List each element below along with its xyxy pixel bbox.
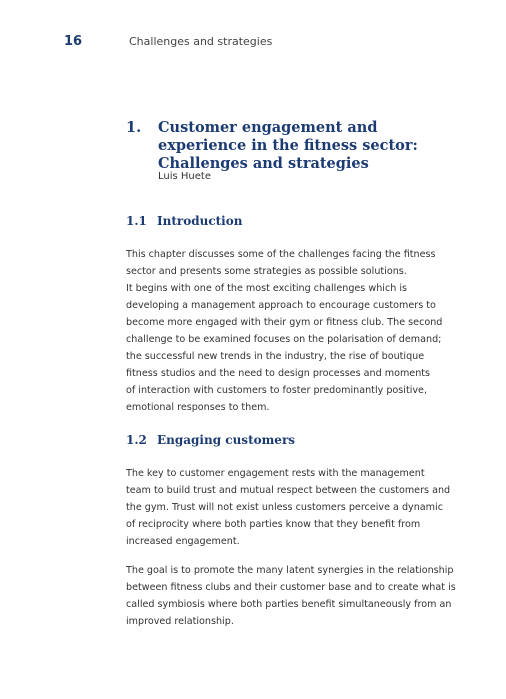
page-header bbox=[0, 34, 506, 54]
text-line: increased engagement. bbox=[126, 536, 240, 547]
text-line: developing a management approach to encourage customers to bbox=[126, 300, 436, 311]
section-title: Engaging customers bbox=[157, 433, 296, 447]
chapter-title-line: Customer engagement and bbox=[158, 119, 378, 136]
section-number: 1.1 bbox=[126, 214, 147, 228]
chapter-author: Luis Huete bbox=[158, 171, 211, 182]
text-line: improved relationship. bbox=[126, 616, 234, 627]
chapter-number: 1. bbox=[126, 119, 142, 136]
text-line: emotional responses to them. bbox=[126, 402, 270, 413]
chapter-title bbox=[158, 119, 458, 173]
text-line: of interaction with customers to foster predominantly positive, bbox=[126, 385, 428, 396]
running-head: Challenges and strategies bbox=[129, 35, 273, 48]
chapter-title-line: experience in the fitness sector: bbox=[158, 137, 418, 154]
section-heading-engaging-customers bbox=[126, 433, 446, 453]
text-line: called symbiosis where both parties benefit simultaneously from an bbox=[126, 599, 452, 610]
introduction-paragraph bbox=[126, 246, 456, 416]
text-line: This chapter discusses some of the challenges facing the fitness bbox=[126, 249, 436, 260]
engaging-paragraph-1 bbox=[126, 465, 456, 550]
text-line: the gym. Trust will not exist unless customers perceive a dynamic bbox=[126, 502, 443, 513]
text-line: sector and presents some strategies as possible solutions. bbox=[126, 266, 407, 277]
text-line: challenge to be examined focuses on the polarisation of demand; bbox=[126, 334, 442, 345]
section-title: Introduction bbox=[157, 214, 243, 228]
text-line: The goal is to promote the many latent synergies in the relationship bbox=[126, 565, 454, 576]
text-line: of reciprocity where both parties know that they benefit from bbox=[126, 519, 421, 530]
text-line: between fitness clubs and their customer base and to create what is bbox=[126, 582, 456, 593]
section-number: 1.2 bbox=[126, 433, 147, 447]
text-line: It begins with one of the most exciting challenges which is bbox=[126, 283, 408, 294]
section-heading-introduction bbox=[126, 214, 446, 234]
text-line: team to build trust and mutual respect between the customers and bbox=[126, 485, 451, 496]
text-line: the successful new trends in the industry, the rise of boutique bbox=[126, 351, 425, 362]
text-line: become more engaged with their gym or fitness club. The second bbox=[126, 317, 443, 328]
chapter-title-line: Challenges and strategies bbox=[158, 155, 369, 172]
text-line: The key to customer engagement rests with the management bbox=[126, 468, 425, 479]
text-line: fitness studios and the need to design processes and moments bbox=[126, 368, 431, 379]
engaging-paragraph-2 bbox=[126, 562, 456, 630]
page-number: 16 bbox=[64, 34, 83, 49]
